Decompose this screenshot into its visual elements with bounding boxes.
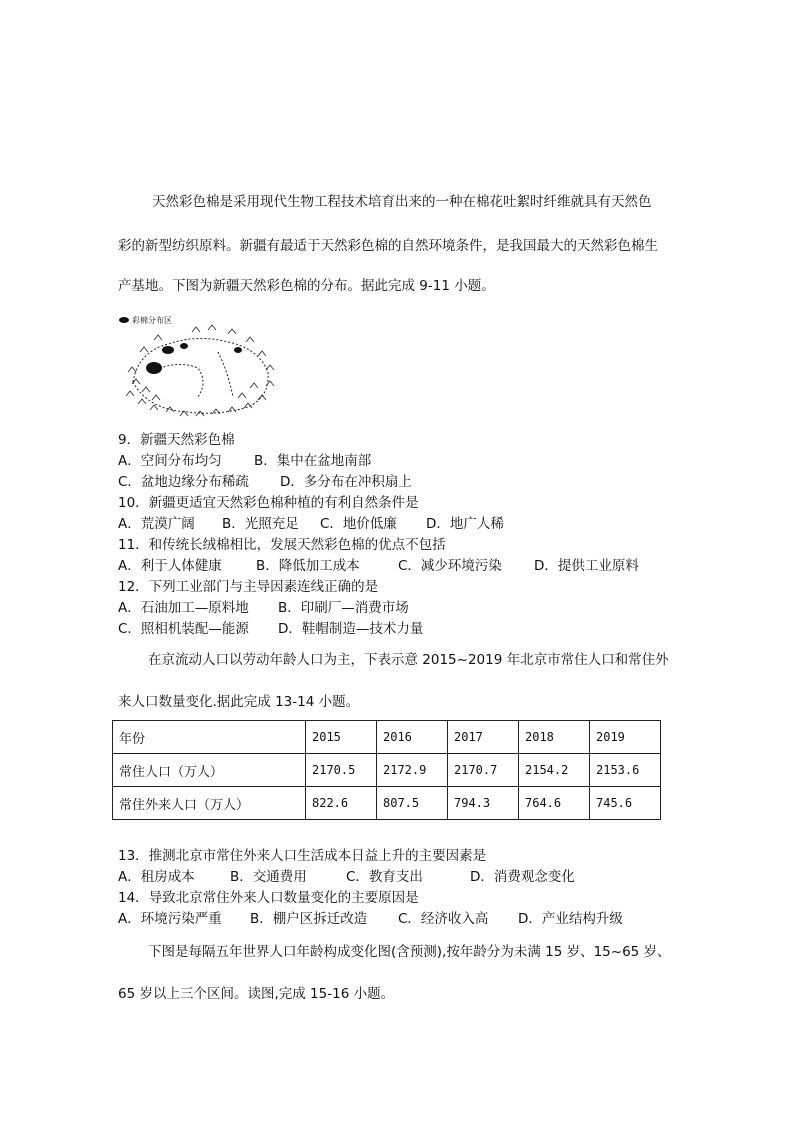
table-cell: 794.3	[448, 787, 519, 820]
intro1-line2: 彩的新型纺织原料。新疆有最适于天然彩色棉的自然环境条件，是我国最大的天然彩色棉生	[118, 238, 658, 254]
q12-option-b: B．印刷厂—消费市场	[278, 600, 409, 616]
q13-option-d: D．消费观念变化	[470, 869, 575, 885]
q14-option-b: B．棚户区拆迁改造	[250, 911, 368, 927]
cotton-distribution-map	[118, 312, 278, 422]
inner-boundary-2	[218, 352, 233, 397]
table-cell: 2153.6	[590, 754, 661, 787]
q14-stem: 14．导致北京常住外来人口数量变化的主要原因是	[118, 890, 419, 906]
q12-options-row2	[118, 619, 423, 639]
q10-option-d: D．地广人稀	[426, 516, 504, 532]
q12-options-row1	[118, 598, 409, 618]
legend-swatch-icon	[119, 317, 129, 323]
q13-option-b: B．交通费用	[230, 869, 307, 885]
q12-option-d: D．鞋帽制造—技术力量	[278, 621, 424, 637]
q10-options	[118, 514, 504, 534]
q14-option-d: D．产业结构升级	[518, 911, 623, 927]
q11-option-d: D．提供工业原料	[534, 558, 639, 574]
table-cell: 常住人口（万人）	[113, 754, 306, 787]
q11-options	[118, 556, 639, 576]
table-header-row	[113, 721, 661, 754]
q9-options-row2	[118, 472, 412, 492]
cotton-areas	[146, 343, 242, 374]
intro3-line2: 65 岁以上三个区间。读图,完成 15-16 小题。	[118, 986, 395, 1002]
table-header-cell: 2016	[377, 721, 448, 754]
q10-option-a: A．荒漠广阔	[118, 516, 195, 532]
q14-option-a: A．环境污染严重	[118, 911, 222, 927]
q10-option-b: B．光照充足	[222, 516, 299, 532]
table-cell: 2170.5	[306, 754, 377, 787]
table-cell: 2172.9	[377, 754, 448, 787]
table-cell: 745.6	[590, 787, 661, 820]
q9-options-row1	[118, 451, 371, 471]
q9-option-a: A．空间分布均匀	[118, 453, 222, 469]
map-legend-label: 彩棉分布区	[132, 316, 172, 325]
intro2-line1: 在京流动人口以劳动年龄人口为主，下表示意 2015~2019 年北京市常住人口和常住外	[148, 652, 669, 668]
q9-option-b: B．集中在盆地南部	[254, 453, 372, 469]
q9-option-d: D．多分布在冲积扇上	[280, 474, 412, 490]
basin-outline	[133, 338, 268, 413]
inner-boundary	[156, 364, 203, 397]
table-cell: 822.6	[306, 787, 377, 820]
q12-option-c: C．照相机装配—能源	[118, 621, 249, 637]
q13-option-c: C．教育支出	[346, 869, 423, 885]
q9-stem: 9．新疆天然彩色棉	[118, 432, 235, 448]
table-header-cell: 年份	[113, 721, 306, 754]
q10-option-c: C．地价低廉	[320, 516, 397, 532]
q9-option-c: C．盆地边缘分布稀疏	[118, 474, 249, 490]
q12-option-a: A．石油加工—原料地	[118, 600, 249, 616]
q13-options	[118, 867, 575, 887]
table-cell: 764.6	[519, 787, 590, 820]
q11-option-a: A．利于人体健康	[118, 558, 222, 574]
intro2-line2: 来人口数量变化.据此完成 13-14 小题。	[118, 694, 360, 710]
population-table	[112, 720, 661, 820]
q10-stem: 10．新疆更适宜天然彩色棉种植的有利自然条件是	[118, 495, 419, 511]
table-cell: 2154.2	[519, 754, 590, 787]
table-header-cell: 2017	[448, 721, 519, 754]
table-header-cell: 2015	[306, 721, 377, 754]
intro1-line3: 产基地。下图为新疆天然彩色棉的分布。据此完成 9-11 小题。	[118, 278, 495, 294]
q13-option-a: A．租房成本	[118, 869, 195, 885]
table-cell: 2170.7	[448, 754, 519, 787]
table-header-cell: 2019	[590, 721, 661, 754]
q14-options	[118, 909, 623, 929]
table-cell: 807.5	[377, 787, 448, 820]
q11-option-b: B．降低加工成本	[256, 558, 360, 574]
table-cell: 常住外来人口（万人）	[113, 787, 306, 820]
q11-option-c: C．减少环境污染	[398, 558, 502, 574]
table-header-cell: 2018	[519, 721, 590, 754]
q13-stem: 13．推测北京市常住外来人口生活成本日益上升的主要因素是	[118, 848, 487, 864]
q14-option-c: C．经济收入高	[398, 911, 489, 927]
q12-stem: 12．下列工业部门与主导因素连线正确的是	[118, 579, 379, 595]
table-row	[113, 787, 661, 820]
intro1-line1: 天然彩色棉是采用现代生物工程技术培育出来的一种在棉花吐絮时纤维就具有天然色	[152, 194, 652, 210]
q11-stem: 11．和传统长绒棉相比，发展天然彩色棉的优点不包括	[118, 537, 446, 553]
table-row	[113, 754, 661, 787]
intro3-line1: 下图是每隔五年世界人口年龄构成变化图(含预测),按年龄分为未满 15 岁、15~65 岁、	[148, 944, 671, 960]
